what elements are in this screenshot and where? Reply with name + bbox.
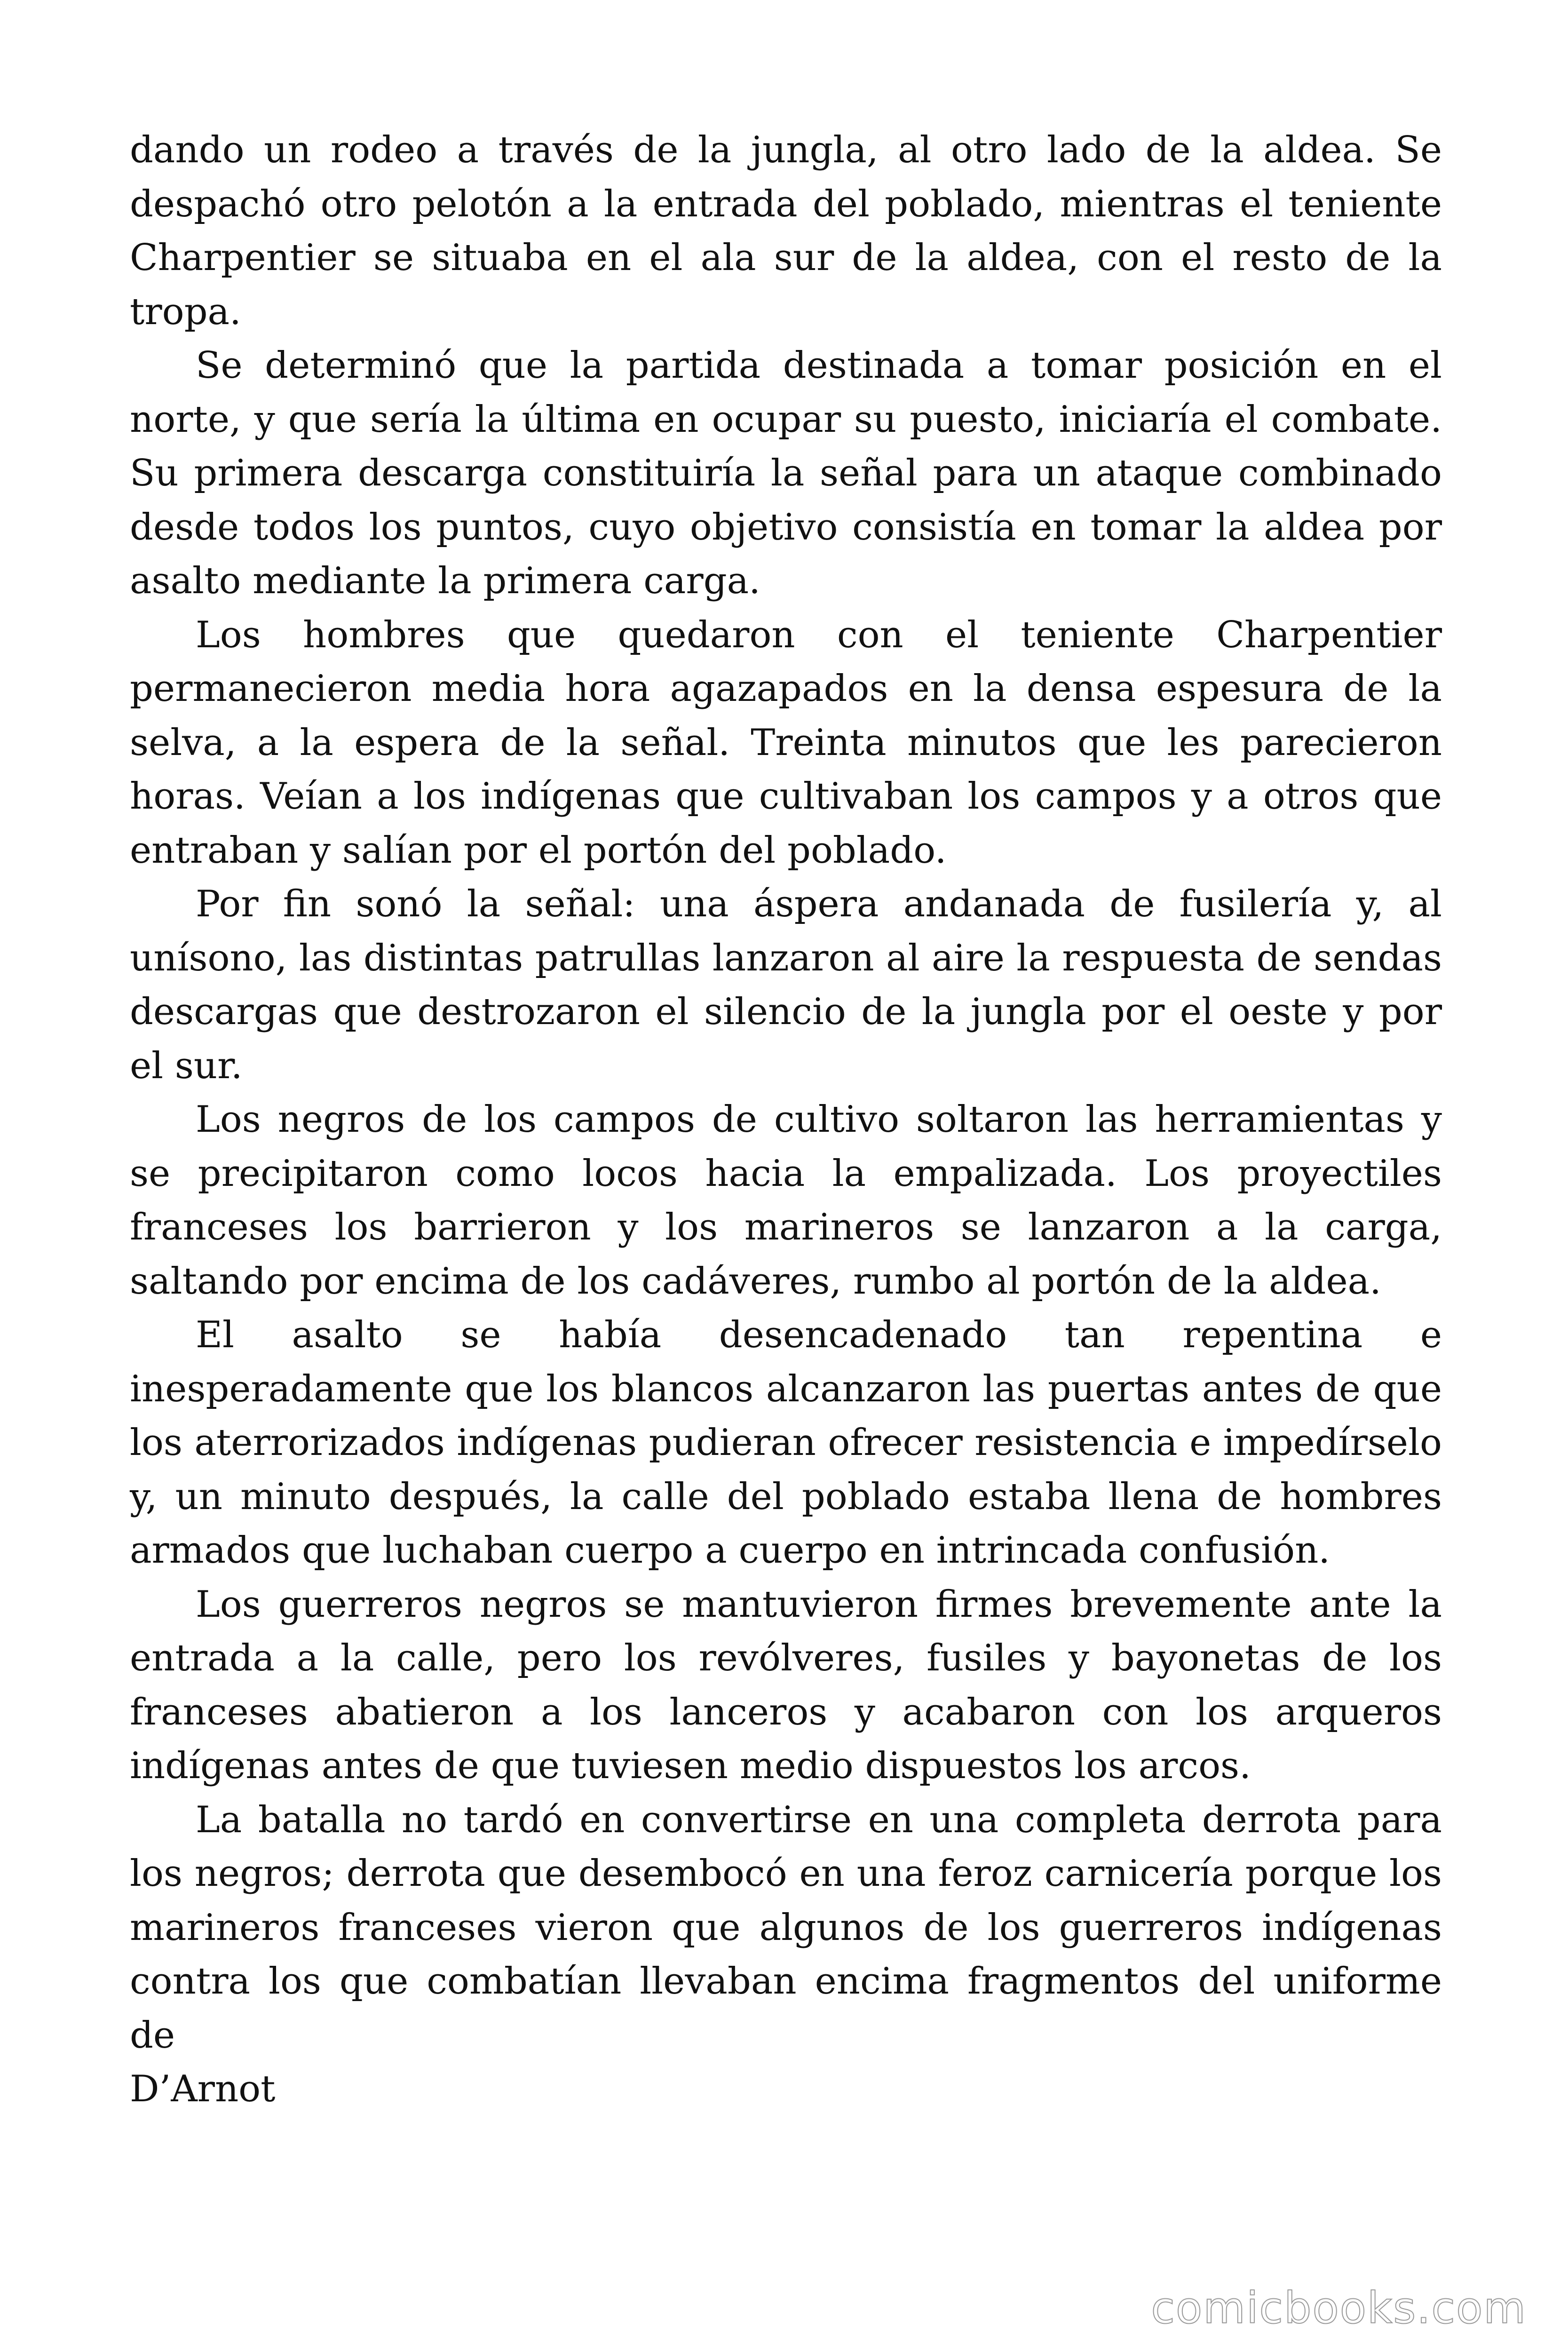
watermark-text: comicbooks.com	[1151, 2283, 1527, 2333]
paragraph-2: Se determinó que la partida destinada a tomar posición en el norte, y que sería la última en ocupar su puesto, iniciaría el combate. Su primera descarga constituiría la señal para un ataque combinado desde todos los puntos, cuyo objetivo consistía en tomar la aldea por asalto mediante la primera carga.	[130, 344, 1442, 602]
paragraph-4: Por fin sonó la señal: una áspera andanada de fusilería y, al unísono, las distintas patrullas lanzaron al aire la respuesta de sendas descargas que destrozaron el silencio de la jungla por el oeste y por el sur.	[130, 883, 1442, 1087]
paragraph-5: Los negros de los campos de cultivo soltaron las herramientas y se precipitaron como locos hacia la empalizada. Los proyectiles franceses los barrieron y los marineros se lanzaron a la carga, saltando por encima de los cadáveres, rumbo al portón de la aldea.	[130, 1098, 1442, 1303]
paragraph-7: Los guerreros negros se mantuvieron firmes brevemente ante la entrada a la calle, pero los revólveres, fusiles y bayonetas de los franceses abatieron a los lanceros y acabaron con los arqueros indígenas antes de que tuviesen medio dispuestos los arcos.	[130, 1583, 1442, 1787]
paragraph-6: El asalto se había desencadenado tan repentina e inesperadamente que los blancos alcanzaron las puertas antes de que los aterrorizados indígenas pudieran ofrecer resistencia e impedírselo y, un minuto después, la calle del poblado estaba llena de hombres armados que luchaban cuerpo a cuerpo en intrincada confusión.	[130, 1314, 1442, 1572]
paragraph-3: Los hombres que quedaron con el teniente Charpentier permanecieron media hora agazapados en la densa espesura de la selva, a la espera de la señal. Treinta minutos que les parecieron horas. Veían a los indígenas que cultivaban los campos y a otros que entraban y salían por el portón del poblado.	[130, 613, 1442, 872]
paragraph-8: La batalla no tardó en convertirse en una completa derrota para los negros; derrota que desembocó en una feroz carnicería porque los marineros franceses vieron que algunos de los guerreros indígenas contra los que combatían llevaban encima fragmentos del uniforme de	[130, 1798, 1442, 2057]
trailing-name-line: D’Arnot	[130, 2068, 276, 2110]
paragraph-1: dando un rodeo a través de la jungla, al otro lado de la aldea. Se despachó otro pelotón a la entrada del poblado, mientras el teniente Charpentier se situaba en el ala sur de la aldea, con el resto de la tropa.	[130, 129, 1442, 333]
book-page-text	[130, 123, 1442, 2116]
